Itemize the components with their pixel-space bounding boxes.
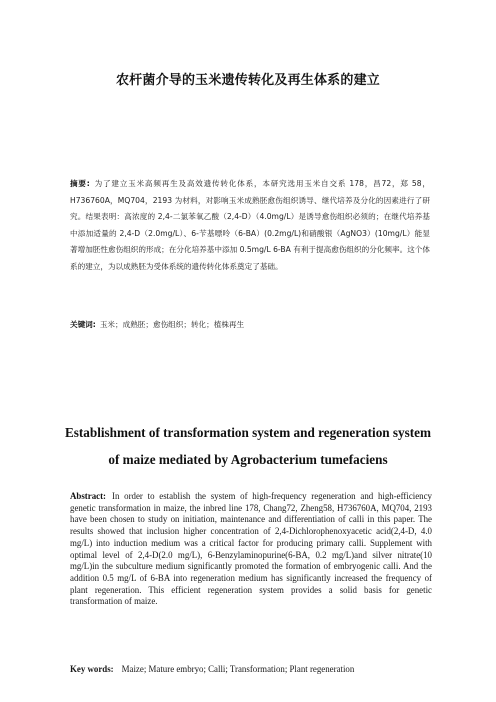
english-title bbox=[40, 419, 456, 473]
english-abstract-text: In order to establish the system of high-frequency regeneration and high-efficiency genetic transformation in maize, the inbred line 178, Chang72, Zheng58, H736760A, MQ704, 2193 have been chosen to study on initiation, maintenance and differentiation of calli in this paper. The results showed that inclusion higher concentration of 2,4-Dichlorophenoxyacetic acid(2,4-D, 4.0 mg/L) into induction medium was a critical factor for producing primary calli. Supplement with optimal level of 2,4-D(2.0 mg/L), 6-Benzylaminopurine(6-BA, 0.2 mg/L)and silver nitrate(10 mg/L)in the subculture medium significantly promoted the formation of embryogenic calli. And the addition 0.5 mg/L of 6-BA into regeneration medium has significantly increased the frequency of plant regeneration. This efficient regeneration system provides a solid basis for genetic transformation of maize. bbox=[70, 491, 432, 607]
english-title-line-2: of maize mediated by Agrobacterium tumefaciens bbox=[108, 452, 388, 467]
english-abstract bbox=[70, 491, 432, 608]
chinese-keywords-text: 玉米；成熟胚；愈伤组织；转化；植株再生 bbox=[99, 320, 245, 329]
english-keywords bbox=[70, 663, 432, 675]
english-abstract-label: Abstract: bbox=[70, 491, 106, 501]
chinese-keywords-label: 关键词: bbox=[70, 320, 96, 329]
english-title-line-1: Establishment of transformation system and regeneration system bbox=[64, 425, 432, 440]
chinese-title: 农杆菌介导的玉米遗传转化及再生体系的建立 bbox=[115, 73, 380, 88]
chinese-abstract-text: 为了建立玉米高频再生及高效遗传转化体系，本研究选用玉米自交系 178，昌72，郑 58，H736760A，MQ704，2193 为材料，对影响玉米成熟胚愈伤组织诱导、继代培养及分化的因素进行了研究。结果表明：高浓度的 2,4-二氯苯氧乙酸（2,4-D）（4.0mg/L）是诱导愈伤组织必须的；在继代培养基中添加适量的 2,4-D（2.0mg/L）、6-苄基嘌呤（6-BA）(0.2mg/L)和硝酸银（AgNO3）(10mg/L）能显著增加胚性愈伤组织的形成；在分化培养基中添加 0.5mg/L 6-BA 有利于提高愈伤组织的分化频率。这个体系的建立，为以成熟胚为受体系统的遗传转化体系奠定了基础。 bbox=[70, 179, 430, 271]
chinese-abstract bbox=[70, 176, 430, 275]
chinese-keywords bbox=[70, 318, 430, 332]
chinese-abstract-label: 摘要: bbox=[70, 179, 90, 188]
english-keywords-text: Maize; Mature embryo; Calli; Transformation; Plant regeneration bbox=[121, 664, 355, 674]
english-keywords-label: Key words: bbox=[70, 664, 114, 674]
